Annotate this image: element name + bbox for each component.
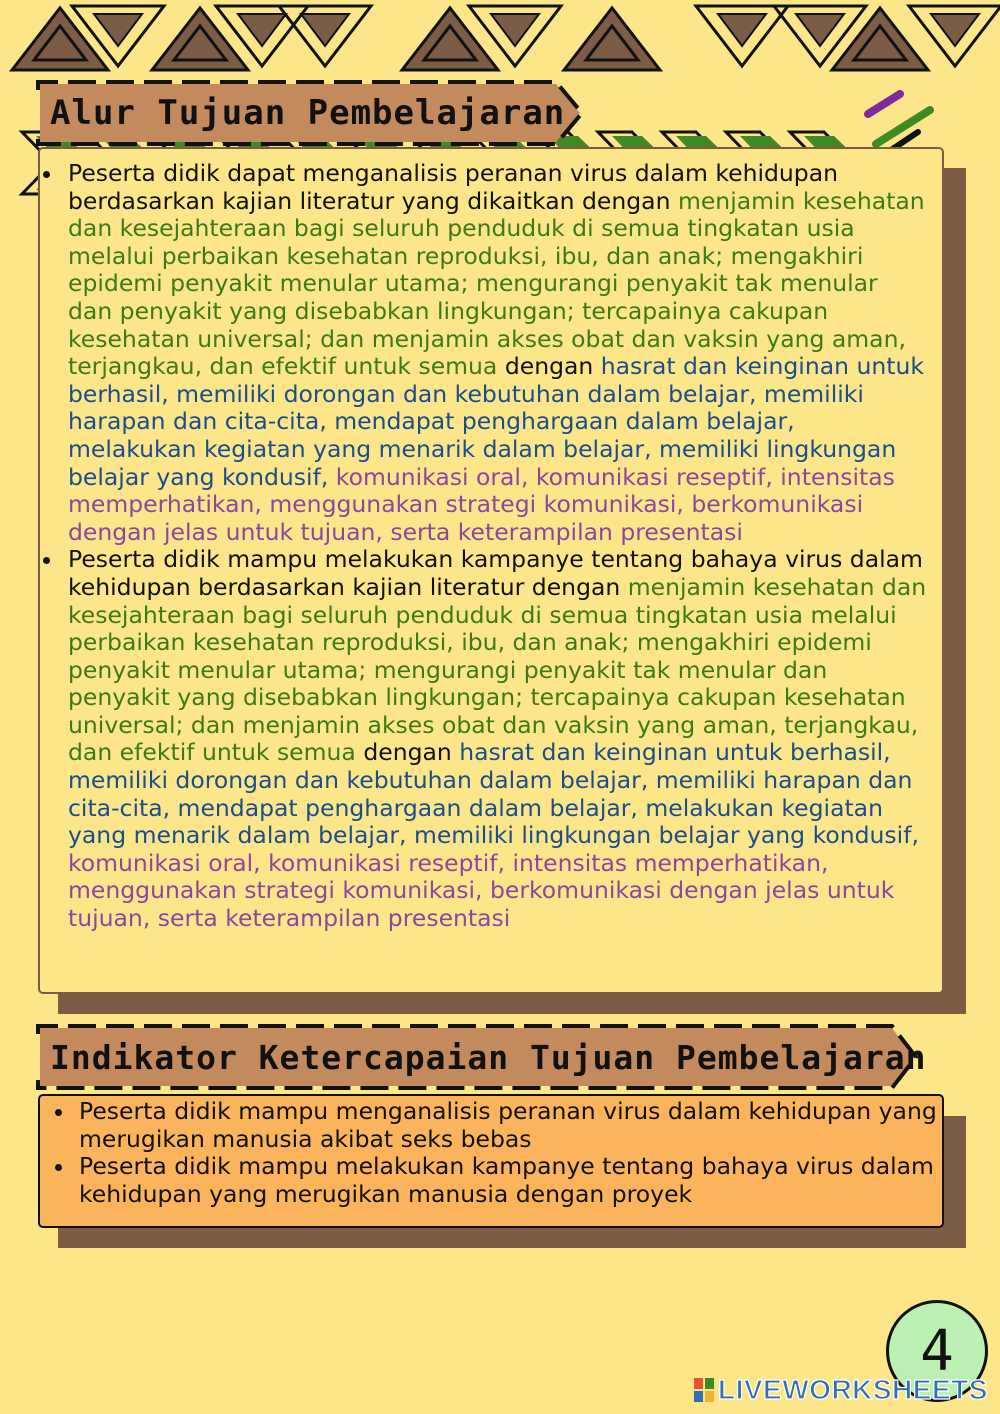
alur-text-segment: hasrat dan keinginan untuk berhasil, memiliki dorongan dan kebutuhan dalam belajar, memiliki harapan dan cita-cita, mendapat penghargaan dalam belajar, melakukan kegiatan yang menarik dalam belajar, memiliki lingkungan belajar yang kondusif, bbox=[68, 738, 919, 850]
indikator-list-item: Peserta didik mampu menganalisis peranan virus dalam kehidupan yang merugikan manusia akibat seks bebas bbox=[79, 1098, 939, 1153]
indikator-list bbox=[79, 1098, 939, 1208]
alur-text-segment: dengan bbox=[355, 738, 460, 767]
indikator-title: Indikator Ketercapaian Tujuan Pembelajaran bbox=[50, 1037, 927, 1077]
watermark-text: LIVEWORKSHEETS bbox=[718, 1374, 988, 1405]
alur-title: Alur Tujuan Pembelajaran bbox=[50, 93, 566, 133]
top-triangle-decoration bbox=[0, 0, 1000, 80]
indikator-title-banner bbox=[36, 1024, 927, 1090]
alur-text-segment: hasrat dan keinginan untuk berhasil, memiliki dorongan dan kebutuhan dalam belajar, memiliki harapan dan cita-cita, mendapat penghargaan dalam belajar, melakukan kegiatan yang menarik dalam belajar, memiliki lingkungan belajar yang kondusif, bbox=[68, 352, 924, 491]
alur-text-segment: Peserta didik dapat menganalisis peranan virus dalam kehidupan berdasarkan kajian literatur yang dikaitkan dengan bbox=[68, 159, 839, 215]
alur-list bbox=[68, 160, 928, 933]
alur-list-item bbox=[68, 160, 928, 546]
alur-text-segment: komunikasi oral, komunikasi reseptif, intensitas memperhatikan, menggunakan strategi komunikasi, berkomunikasi dengan jelas untuk tujuan, serta keterampilan presentasi bbox=[68, 462, 895, 546]
alur-text-segment: menjamin kesehatan dan kesejahteraan bagi seluruh penduduk di semua tingkatan usia melalui perbaikan kesehatan reproduksi, ibu, dan anak; mengakhiri epidemi penyakit menular utama; mengurangi penyakit tak menular dan penyakit yang disebabkan lingkungan; tercapainya cakupan kesehatan universal; dan menjamin akses obat dan vaksin yang aman, terjangkau, dan efektif untuk semua bbox=[68, 186, 925, 381]
alur-text-segment: Peserta didik mampu melakukan kampanye tentang bahaya virus dalam kehidupan berdasarkan kajian literatur dengan bbox=[68, 545, 923, 601]
alur-text-segment: menjamin kesehatan dan kesejahteraan bagi seluruh penduduk di semua tingkatan usia melalui perbaikan kesehatan reproduksi, ibu, dan anak; mengakhiri epidemi penyakit menular utama; mengurangi penyakit tak menular dan penyakit yang disebabkan lingkungan; tercapainya cakupan kesehatan universal; dan menjamin akses obat dan vaksin yang aman, terjangkau, dan efektif untuk semua bbox=[68, 572, 927, 767]
alur-title-banner bbox=[36, 80, 584, 146]
liveworksheets-watermark bbox=[694, 1374, 988, 1406]
indikator-list-item: Peserta didik mampu melakukan kampanye tentang bahaya virus dalam kehidupan yang merugikan manusia dengan proyek bbox=[79, 1153, 939, 1208]
page-number: 4 bbox=[886, 1300, 988, 1402]
alur-list-item bbox=[68, 546, 928, 932]
alur-text-segment: komunikasi oral, komunikasi reseptif, intensitas memperhatikan, menggunakan strategi komunikasi, berkomunikasi dengan jelas untuk tujuan, serta keterampilan presentasi bbox=[68, 848, 895, 933]
alur-text-segment: dengan bbox=[497, 352, 601, 381]
liveworksheets-logo-icon bbox=[694, 1378, 714, 1402]
